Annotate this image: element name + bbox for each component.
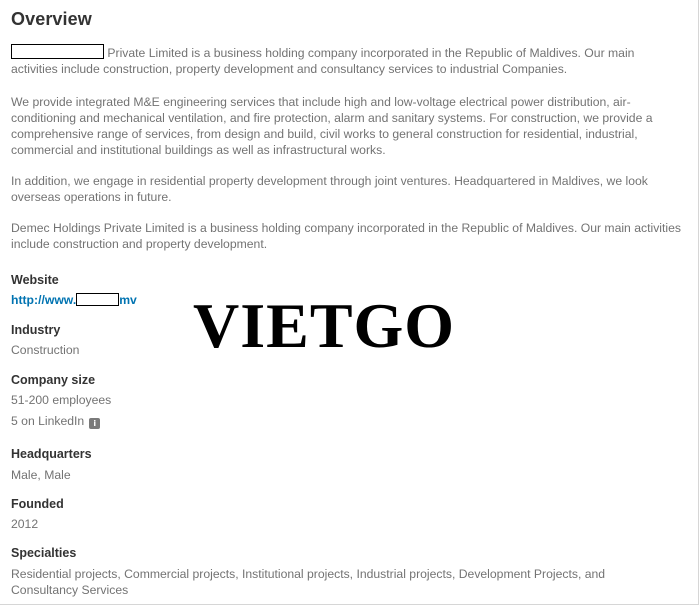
overview-paragraph-1-text: Private Limited is a business holding company incorporated in the Republic of Maldives. Our main activities include construction, property development and consultancy services to industrial Companies. — [11, 46, 635, 76]
company-size-value: 51-200 employees — [11, 393, 112, 407]
vietgo-watermark: VIETGO — [193, 290, 456, 361]
company-size-label: Company size — [11, 373, 96, 387]
specialties-label: Specialties — [11, 546, 77, 560]
overview-paragraph-3: In addition, we engage in residential property development through joint ventures. Headquartered in Maldives, we look overseas operations in future. — [11, 174, 648, 204]
website-link[interactable] — [11, 292, 137, 308]
headquarters-label: Headquarters — [11, 447, 92, 461]
industry-label: Industry — [11, 323, 61, 337]
linkedin-employees[interactable] — [11, 413, 100, 429]
website-link-suffix[interactable]: mv — [119, 293, 137, 307]
founded-value: 2012 — [11, 517, 39, 531]
info-icon[interactable]: i — [89, 418, 100, 429]
industry-value: Construction — [11, 343, 80, 357]
website-link-prefix[interactable]: http://www. — [11, 293, 77, 307]
overview-paragraph-2: We provide integrated M&E engineering services that include high and low-voltage electrical power distribution, air-conditioning and mechanical ventilation, and fire protection, alarm and sanitary systems. For construction, we provide a comprehensive range of services, from design and build, civil works to general construction for residential, industrial, commercial and institutional buildings as well as infrastructural works. — [11, 95, 653, 157]
redacted-website-domain — [76, 293, 119, 306]
founded-label: Founded — [11, 497, 64, 511]
website-label: Website — [11, 273, 59, 287]
overview-paragraph-4: Demec Holdings Private Limited is a business holding company incorporated in the Republic of Maldives. Our main activities include construction and property development. — [11, 221, 681, 251]
redacted-company-name — [11, 44, 104, 59]
linkedin-employees-text[interactable]: 5 on LinkedIn — [11, 414, 85, 428]
specialties-value: Residential projects, Commercial projects, Institutional projects, Industrial projects, Development Projects, and Consultancy Services — [11, 567, 606, 597]
overview-title: Overview — [11, 9, 92, 29]
overview-paragraph-1 — [11, 44, 681, 77]
headquarters-value: Male, Male — [11, 468, 71, 482]
